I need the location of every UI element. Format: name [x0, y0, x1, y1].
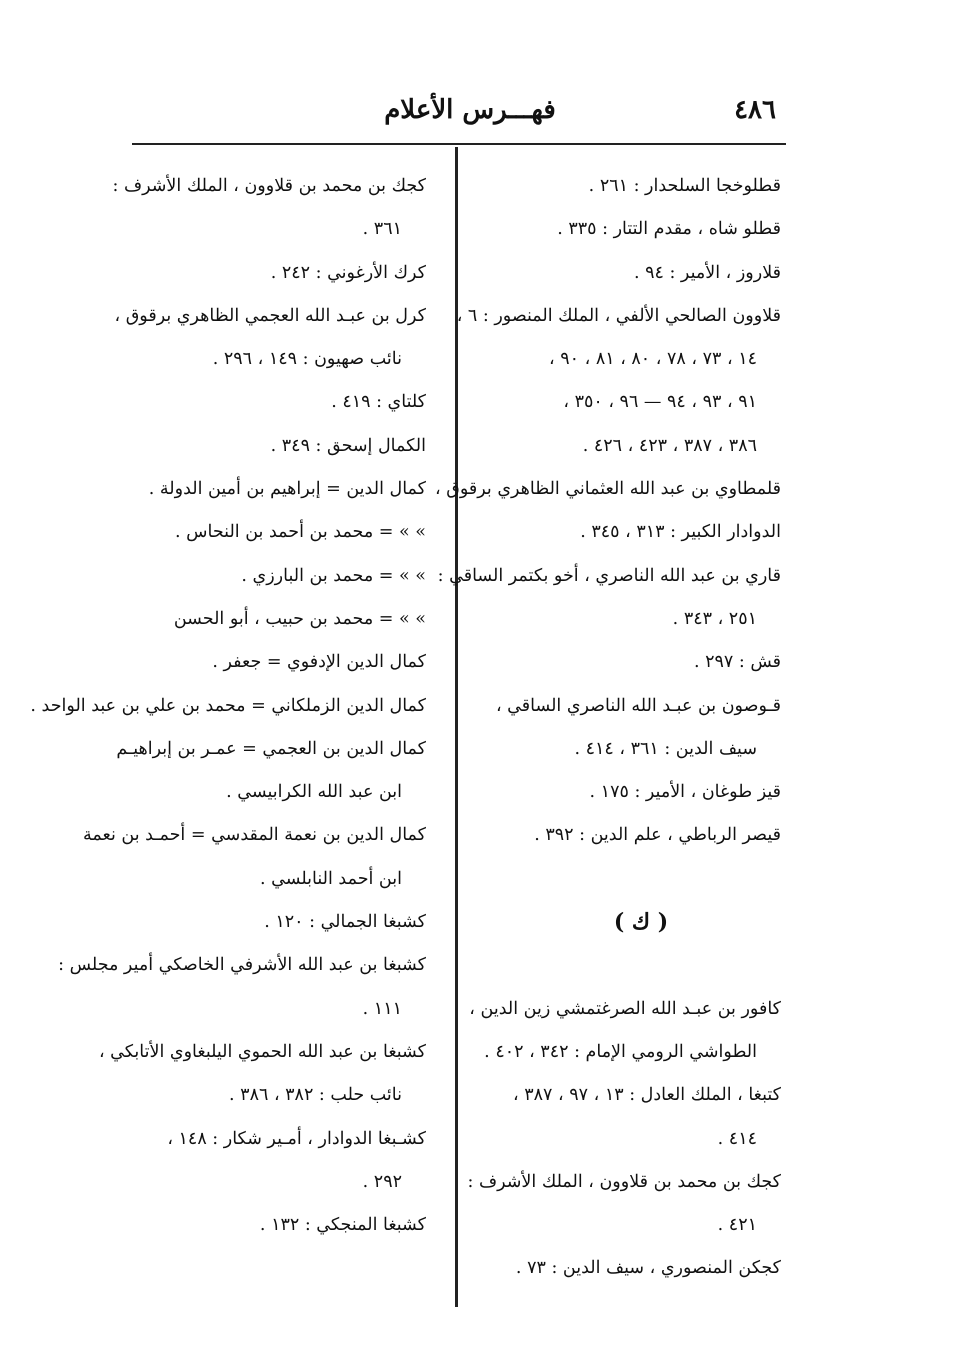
index-line: كمال الدين الزملكاني = محمد بن علي بن عبد الواحد . — [30, 695, 426, 716]
index-line: الكمال إسحق : ٣٤٩ . — [270, 435, 426, 456]
spacer — [501, 858, 781, 901]
index-line: كلتاي : ٤١٩ . — [331, 392, 426, 413]
index-line: نائب صهيون : ١٤٩ ، ٢٩٦ . — [212, 349, 402, 370]
page-title: فهـــرس الأعلام — [384, 95, 556, 125]
index-line: قش : ٢٩٧ . — [693, 652, 781, 673]
index-line: ٣٨٦ ، ٣٨٧ ، ٤٢٣ ، ٤٢٦ . — [582, 435, 757, 456]
index-line: كتبغا ، الملك العادل : ١٣ ، ٩٧ ، ٣٨٧ ، — [513, 1085, 781, 1106]
index-line: ١٤ ، ٧٣ ، ٧٨ ، ٨٠ ، ٨١ ، ٩٠ ، — [549, 349, 757, 370]
index-line: ٩١ ، ٩٣ ، ٩٤ — ٩٦ ، ٣٥٠ ، — [563, 392, 757, 413]
index-line: » » = محمد بن البارزي . — [241, 565, 426, 586]
index-line: الطواشي الرومي الإمام : ٣٤٢ ، ٤٠٢ . — [484, 1041, 757, 1062]
index-line: قيز طوغان ، الأمير : ١٧٥ . — [589, 782, 781, 803]
spacer — [501, 944, 781, 987]
index-line: كجك بن محمد بن قلاوون ، الملك الأشرف : — [467, 1171, 781, 1192]
index-line: كمال الدين = إبراهيم بن أمين الدولة . — [148, 479, 426, 500]
index-line: كشبغا بن عبد الله الحموي اليلبغاوي الأتابكي ، — [98, 1041, 426, 1062]
index-line: ابن أحمد النابلسي . — [260, 868, 402, 889]
index-line: قلاروز ، الأمير : ٩٤ . — [633, 262, 781, 283]
index-line: سيف الدين : ٣٦١ ، ٤١٤ . — [574, 738, 757, 759]
index-line: ٢٩٢ . — [362, 1171, 402, 1192]
index-line: قلاوون الصالحي الألفي ، الملك المنصور : ٦ ، — [456, 305, 781, 326]
index-line: كشبغا بن عبد الله الأشرفي الخاصكي أمير مجلس : — [58, 955, 426, 976]
header-rule — [132, 143, 786, 145]
index-line: قطلوخجا السلحدار : ٢٦١ . — [588, 176, 781, 196]
index-line: كمال الدين بن نعمة المقدسي = أحمـد بن نعمة — [83, 825, 426, 846]
index-line: كافور بن عبـد الله الصرغتمشي زين الدين ، — [469, 998, 781, 1019]
index-line: كشبغا الجمالي : ١٢٠ . — [264, 912, 426, 933]
index-line: نائب حلب : ٣٨٢ ، ٣٨٦ . — [229, 1085, 402, 1106]
index-line: ٢٥١ ، ٣٤٣ . — [672, 608, 757, 629]
index-line: قاري بن عبد الله الناصري ، أخو بكتمر الساقي : — [437, 565, 781, 586]
index-line: قطلو شاه ، مقدم التتار : ٣٣٥ . — [557, 219, 781, 240]
section-letter-heading: ( ك ) — [613, 909, 669, 936]
index-column-left — [30, 165, 426, 1247]
index-line: قـوصون بن عبـد الله الناصري الساقي ، — [495, 695, 781, 716]
index-line: ٣٦١ . — [362, 219, 402, 240]
index-line: قيصر الرباطي ، علم الدين : ٣٩٢ . — [534, 825, 781, 846]
index-line: كرل بن عبـد الله العجمي الظاهري برقوق ، — [114, 305, 426, 326]
index-line: ٤١٤ . — [717, 1128, 757, 1149]
index-line: كشـبغا الدوادار ، أمـير شكار : ١٤٨ ، — [167, 1128, 426, 1149]
index-line: قلمطاوي بن عبد الله العثماني الظاهري برقوق ، — [435, 479, 781, 500]
page-number: ٤٨٦ — [734, 95, 776, 125]
index-line: » » = محمد بن أحمد بن النحاس . — [175, 522, 426, 543]
index-line: » » = محمد بن حبيب ، أبو الحسن — [173, 608, 426, 629]
index-line: كرك الأرغوني : ٢٤٢ . — [270, 262, 426, 283]
index-column-right — [435, 165, 781, 1291]
index-line: كشبغا المنجكي : ١٣٢ . — [259, 1215, 426, 1236]
index-line: كمال الدين بن العجمي = عمـر بن إبراهيـم — [116, 738, 426, 759]
index-line: كجكن المنصوري ، سيف الدين : ٧٣ . — [515, 1258, 781, 1279]
index-line: ٤٢١ . — [717, 1215, 757, 1236]
index-line: كمال الدين الإدفوي = جعفر . — [212, 652, 426, 673]
index-line: الدوادار الكبير : ٣١٣ ، ٣٤٥ . — [580, 522, 781, 543]
index-line: كجك بن محمد بن قلاوون ، الملك الأشرف : — [112, 176, 426, 196]
index-line: ابن عبد الله الكرابيسي . — [226, 782, 402, 803]
index-line: ١١١ . — [362, 998, 402, 1019]
